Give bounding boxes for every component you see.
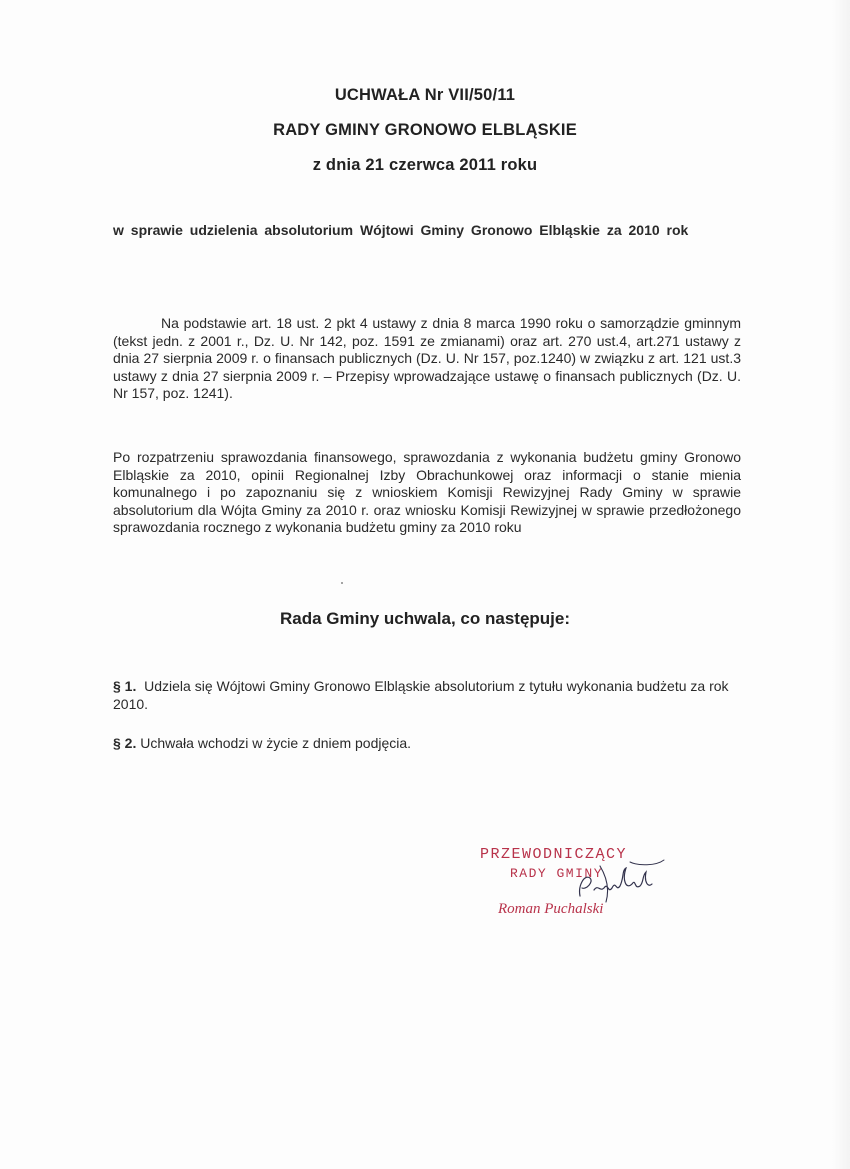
section-2-mark: § 2. [113, 735, 137, 751]
stamp-name: Roman Puchalski [498, 901, 604, 917]
section-2-text: Uchwała wchodzi w życie z dniem podjęcia. [140, 735, 412, 751]
handwritten-signature [560, 858, 670, 908]
resolution-subject: w sprawie udzielenia absolutorium Wójtowi Gminy Gronowo Elbląskie za 2010 rok [113, 222, 689, 238]
decree-heading [0, 609, 850, 629]
section-2 [113, 735, 741, 753]
section-1 [113, 678, 741, 713]
legal-basis-paragraph: Na podstawie art. 18 ust. 2 pkt 4 ustawy z dnia 8 marca 1990 roku o samorządzie gminnym (tekst jedn. z 2001 r., Dz. U. Nr 142, poz. 1591 ze zmianami) oraz art. 270 ust.4, art.271 ustawy z dnia 27 sierpnia 2009 r. o finansach publicznych (Dz. U. Nr 157, poz.1240) w związku z art. 121 ust.3 ustawy z dnia 27 sierpnia 2009 r. – Przepisy wprowadzające ustawę o finansach publicznych (Dz. U. Nr 157, poz. 1241). [113, 315, 741, 402]
resolution-date: z dnia 21 czerwca 2011 roku [312, 156, 538, 174]
stamp-title: PRZEWODNICZĄCY [480, 846, 628, 863]
stamp-body: RADY GMINY [510, 866, 604, 881]
considerations-paragraph: Po rozpatrzeniu sprawozdania finansowego, sprawozdania z wykonania budżetu gminy Gronowo Elbląskie za 2010, opinii Regionalnej Izby Obrachunkowej oraz informacji o stanie mienia komunalnego i po zapoznaniu się z wnioskiem Komisji Rewizyjnej Rady Gminy w sprawie absolutorium dla Wójta Gminy za 2010 r. oraz wniosku Komisji Rewizyjnej w sprawie przedłożonego sprawozdania rocznego z wykonania budżetu gminy za 2010 roku [113, 449, 741, 536]
scan-speck [341, 582, 343, 584]
decree-text: Rada Gminy uchwala, co następuje: [279, 609, 571, 628]
section-1-text: Udziela się Wójtowi Gminy Gronowo Elbląskie absolutorium z tytułu wykonania budżetu za rok 2010. [113, 678, 729, 712]
resolution-number: UCHWAŁA Nr VII/50/11 [334, 86, 516, 104]
scan-edge-shadow [832, 0, 850, 1169]
section-1-mark: § 1. [113, 678, 137, 694]
council-name: RADY GMINY GRONOWO ELBLĄSKIE [273, 121, 577, 139]
